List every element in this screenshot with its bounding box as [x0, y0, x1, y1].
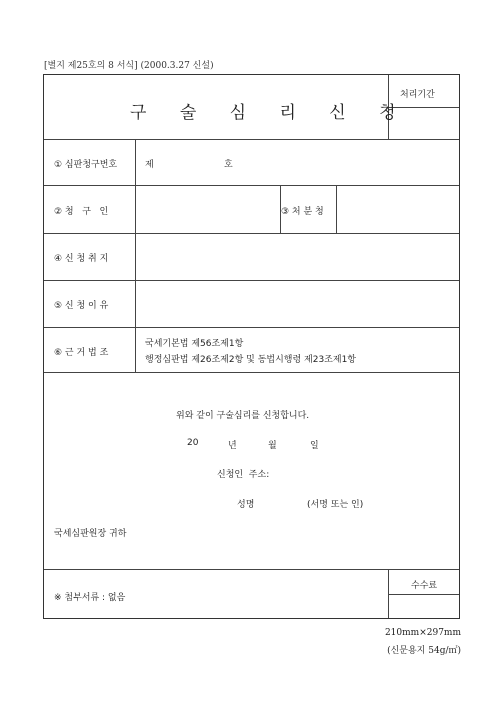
paper-size: 210mm×297mm — [384, 628, 461, 638]
divider — [135, 139, 136, 372]
divider — [44, 327, 459, 328]
divider — [388, 569, 389, 618]
form-title: 구 술 심 리 신 청 — [130, 103, 410, 123]
signature-label: (서명 또는 인) — [307, 500, 364, 510]
applicant-address-label: 신청인 주소: — [217, 470, 270, 480]
month-label: 월 — [268, 441, 277, 451]
processing-period-label: 처리기간 — [400, 90, 435, 100]
form-reference: [별지 제25호의 8 서식] (2000.3.27 신설) — [44, 61, 214, 71]
basis-line-1: 국세기본법 제56조제1항 — [145, 339, 244, 349]
year-label: 년 — [228, 441, 237, 451]
attachments-label: ※ 첨부서류 : 없음 — [54, 593, 126, 603]
divider — [44, 280, 459, 281]
claimant-label: ② 청 구 인 — [54, 207, 109, 217]
year-prefix: 20 — [187, 438, 199, 448]
fee-label: 수수료 — [411, 581, 438, 591]
day-label: 일 — [310, 441, 319, 451]
divider — [388, 594, 459, 595]
case-number-label: ① 심판청구번호 — [54, 160, 118, 170]
divider — [44, 139, 459, 140]
basis-line-2: 행정심판법 제26조제2항 및 동법시행령 제23조제1항 — [145, 355, 356, 365]
recipient-label: 국세심판원장 귀하 — [54, 529, 127, 539]
reason-label: ⑤ 신 청 이 유 — [54, 301, 109, 311]
case-number-prefix: 제 — [145, 160, 154, 170]
statement-line: 위와 같이 구술심리를 신청합니다. — [176, 411, 310, 421]
case-number-suffix: 호 — [224, 160, 233, 170]
name-label: 성명 — [237, 500, 255, 510]
agency-label: ③ 처 분 청 — [281, 207, 324, 217]
divider — [44, 233, 459, 234]
divider — [44, 185, 459, 186]
basis-label: ⑥ 근 거 법 조 — [54, 348, 109, 358]
application-form — [43, 74, 460, 619]
divider — [44, 372, 459, 373]
paper-type: (신문용지 54g/㎡) — [387, 646, 461, 656]
divider — [44, 569, 459, 570]
purpose-label: ④ 신 청 취 지 — [54, 254, 109, 264]
divider — [336, 185, 337, 233]
